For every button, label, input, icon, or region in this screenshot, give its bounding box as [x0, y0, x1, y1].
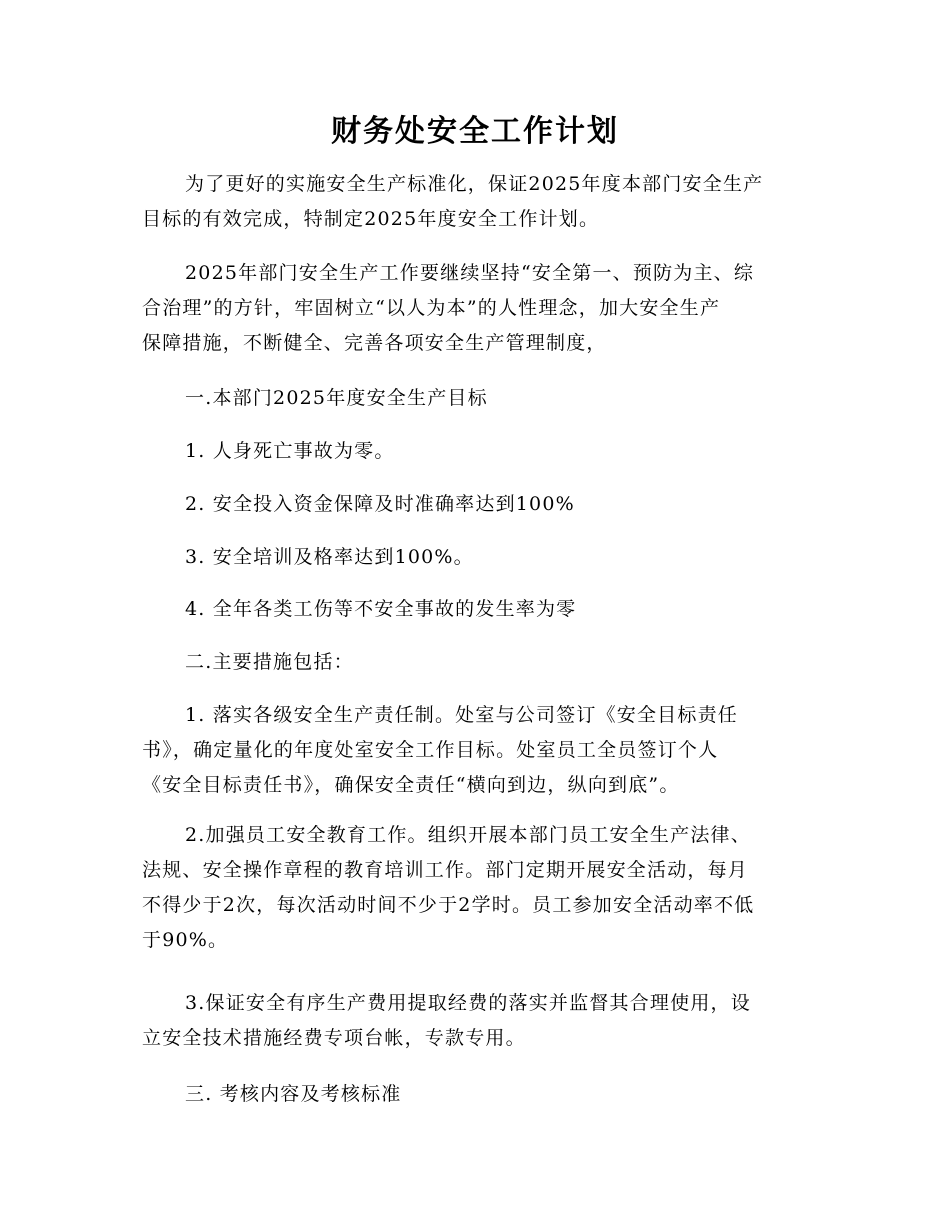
measure3-paragraph	[142, 986, 812, 1056]
principle-paragraph	[142, 256, 812, 361]
intro-paragraph	[142, 167, 812, 237]
intro-line: 目标的有效完成，特制定2025年度安全工作计划。	[142, 208, 600, 230]
measure2-paragraph	[142, 818, 812, 958]
section2-heading: 二.主要措施包括：	[185, 651, 354, 673]
measure2-line: 于90%。	[142, 929, 229, 951]
measure1-line: 书》，确定量化的年度处室安全工作目标。处室员工全员签订个人	[142, 739, 719, 761]
principle-line: 保障措施，不断健全、完善各项安全生产管理制度，	[142, 332, 607, 354]
measure1-line: 《安全目标责任书》，确保安全责任“横向到边，纵向到底”。	[142, 774, 680, 796]
measure2-line: 2.加强员工安全教育工作。组织开展本部门员工安全生产法律、	[185, 824, 751, 846]
document-title: 财务处安全工作计划	[331, 114, 619, 149]
goal-item: 2. 安全投入资金保障及时准确率达到100%	[185, 493, 575, 515]
goal-item: 1. 人身死亡事故为零。	[185, 440, 395, 462]
principle-line: 合治理”的方针，牢固树立“以人为本”的人性理念，加大安全生产	[142, 297, 721, 319]
measure3-line: 立安全技术措施经费专项台帐，专款专用。	[142, 1027, 526, 1049]
principle-line: 2025年部门安全生产工作要继续坚持“安全第一、预防为主、综	[185, 262, 755, 284]
goal-item: 4. 全年各类工伤等不安全事故的发生率为零	[185, 598, 577, 620]
measure3-line: 3.保证安全有序生产费用提取经费的落实并监督其合理使用，设	[185, 992, 751, 1014]
measure1-line: 1. 落实各级安全生产责任制。处室与公司签订《安全目标责任	[185, 704, 738, 726]
measure2-line: 不得少于2次，每次活动时间不少于2学时。员工参加安全活动率不低	[142, 894, 755, 916]
measure2-line: 法规、安全操作章程的教育培训工作。部门定期开展安全活动，每月	[142, 859, 749, 881]
section1-heading: 一.本部门2025年度安全生产目标	[185, 387, 488, 409]
intro-line: 为了更好的实施安全生产标准化，保证2025年度本部门安全生产	[185, 173, 764, 195]
goal-item: 3. 安全培训及格率达到100%。	[185, 546, 474, 568]
section3-heading: 三. 考核内容及考核标准	[185, 1083, 402, 1105]
measure1-paragraph	[142, 698, 812, 803]
